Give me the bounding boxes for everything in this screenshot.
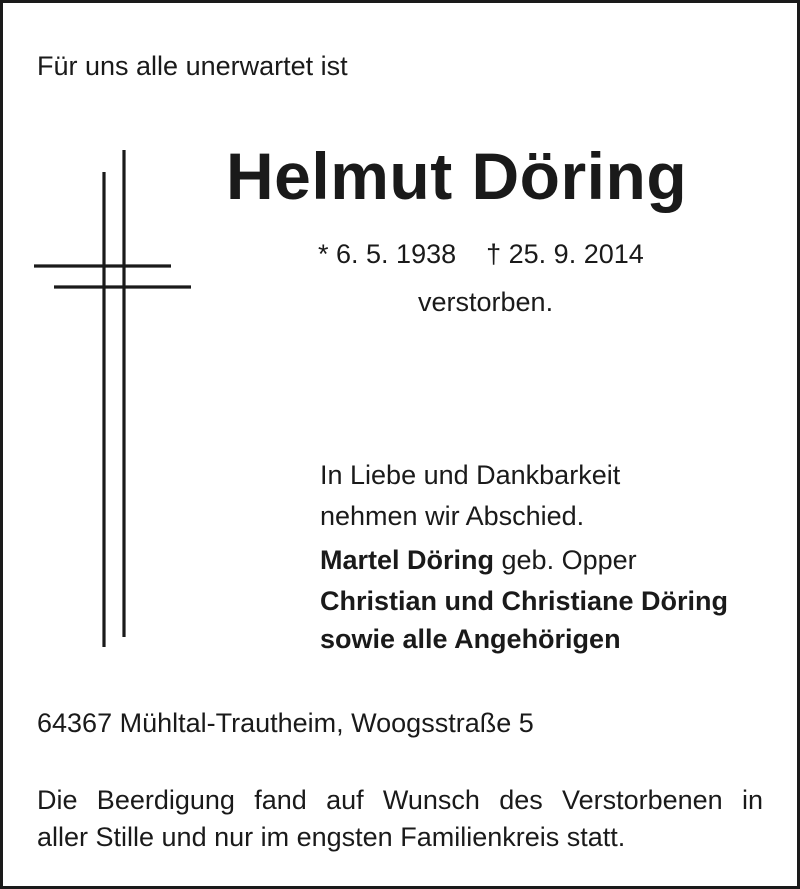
family-line-1 [320, 540, 637, 580]
funeral-note-line-1: Die Beerdigung fand auf Wunsch des Verstorbenen in [37, 785, 763, 815]
death-date: † 25. 9. 2014 [486, 239, 644, 269]
passed-text: verstorben. [418, 287, 554, 317]
life-dates [318, 234, 644, 274]
family-address: 64367 Mühltal-Trautheim, Woogsstraße 5 [37, 708, 534, 738]
deceased-name: Helmut Döring [226, 139, 688, 213]
family-line-1-name: Martel Döring [320, 545, 495, 575]
family-line-1-maiden: geb. Opper [494, 545, 637, 575]
birth-date: * 6. 5. 1938 [318, 239, 457, 269]
mourning-line-2: nehmen wir Abschied. [320, 501, 585, 531]
family-line-3: sowie alle Angehörigen [320, 624, 621, 654]
family-line-2: Christian und Christiane Döring [320, 586, 729, 616]
funeral-note-line-2: aller Stille und nur im engsten Familienkreis statt. [37, 822, 626, 852]
intro-text: Für uns alle unerwartet ist [37, 51, 348, 81]
mourning-line-1: In Liebe und Dankbarkeit [320, 460, 621, 490]
